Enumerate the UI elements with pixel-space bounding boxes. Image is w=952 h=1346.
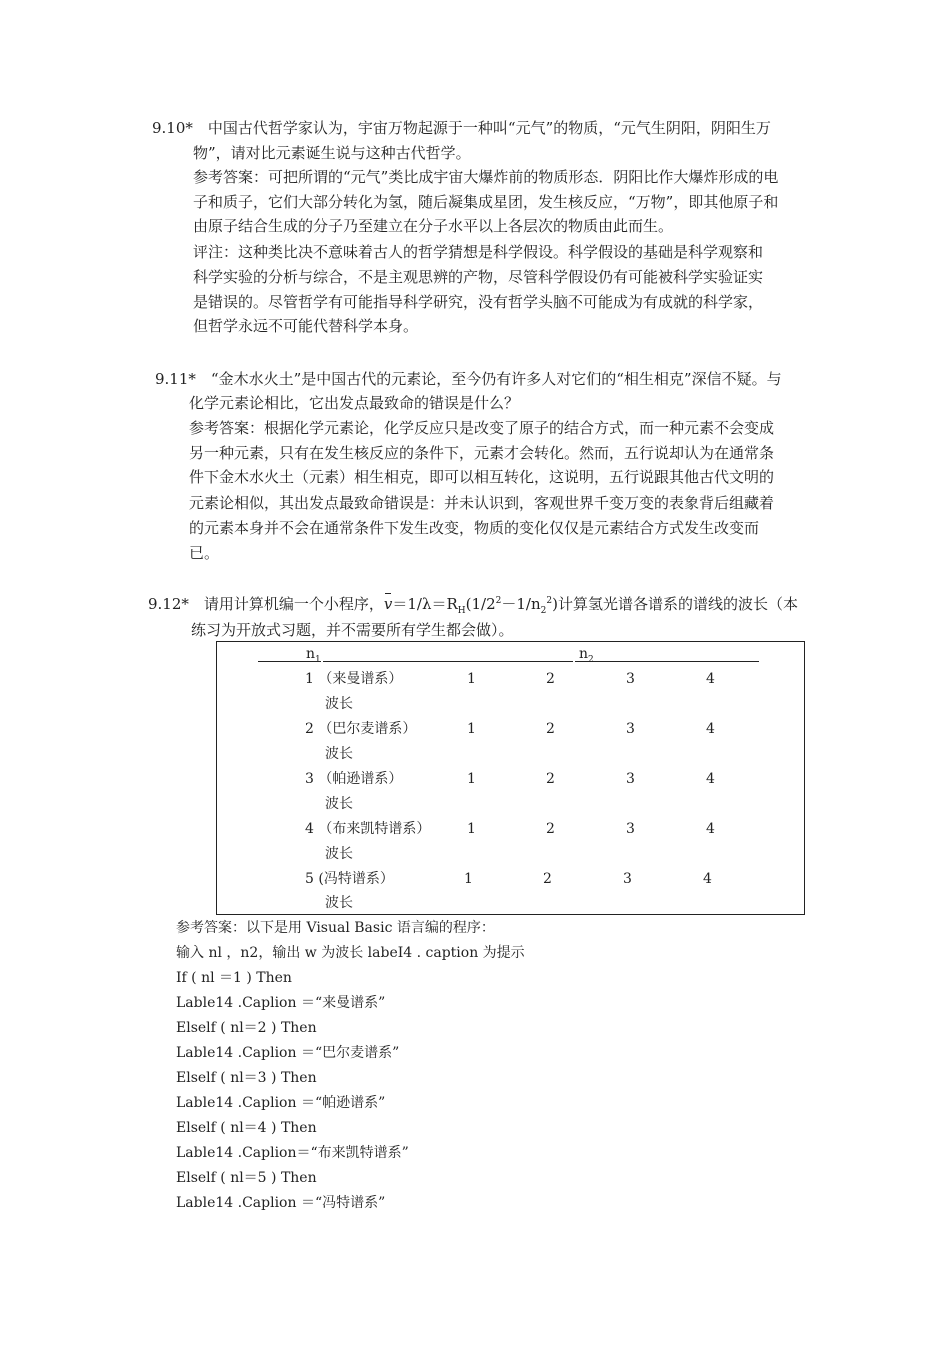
q9-10-line-1: 9.10* 中国古代哲学家认为，宇宙万物起源于一种叫“元气”的物质，“元气生阴阳，阴阳生万 [152, 119, 771, 137]
q9-10-comment-line-3: 是错误的。尽管哲学有可能指导科学研究，没有哲学头脑不可能成为有成就的科学家， [193, 293, 764, 311]
header-n2: $n_2$ [579, 646, 594, 665]
code-line: Lable14 .Caplion ＝“来曼谱系” [176, 995, 386, 1011]
table-cell: 1 [467, 671, 476, 687]
q9-10-answer-line-2: 子和质子，它们大部分转化为氢，随后凝集成星团，发生核反应，“万物”，即其他原子和 [193, 193, 779, 211]
header-rule-3 [575, 661, 759, 662]
q9-10-comment-line-1: 评注：这种类比决不意味着古人的哲学猜想是科学假设。科学假设的基础是科学观察和 [193, 243, 764, 261]
q9-11-answer-line-4: 元素论相似，其出发点最致命错误是：并未认识到，客观世界千变万变的表象背后组藏着 [189, 494, 775, 512]
wavelength-label: 波长 [325, 796, 353, 812]
code-line: Lable14 .Caplion ＝“冯特谱系” [176, 1195, 386, 1211]
table-cell: 1 [467, 721, 476, 737]
header-rule-2 [323, 661, 573, 662]
answer-line: 输入 nl ，n2，输出 w 为波长 labeI4 . caption 为提示 [176, 945, 525, 961]
q9-11-line-1: 9.11* “金木水火土”是中国古代的元素论，至今仍有许多人对它们的“相生相克”深信不疑。与 [155, 370, 782, 388]
code-line: Lable14 .Caplion ＝“帕逊谱系” [176, 1095, 386, 1111]
table-cell: 2 [546, 771, 555, 787]
table-cell: 4 [706, 671, 715, 687]
series-name: 4 （布来凯特谱系） [305, 821, 431, 837]
table-cell: 4 [706, 721, 715, 737]
q9-12-line-2: 练习为开放式习题，并不需要所有学生都会做）。 [191, 621, 514, 639]
table-cell: 1 [467, 771, 476, 787]
table-cell: 3 [626, 821, 635, 837]
table-cell: 2 [546, 821, 555, 837]
q9-12-suffix: )计算氢光谱各谱系的谱线的波长（本 [552, 595, 798, 613]
code-line: Elself ( nl＝3 ) Then [176, 1070, 317, 1086]
table-cell: 4 [706, 821, 715, 837]
answer-line: 参考答案：以下是用 Visual Basic 语言编的程序： [176, 920, 495, 936]
code-line: Elself ( nl＝5 ) Then [176, 1170, 317, 1186]
code-line: Elself ( nl＝4 ) Then [176, 1120, 317, 1136]
formula-a: (1/2 [465, 595, 496, 613]
q9-11-answer-line-1: 参考答案：根据化学元素论，化学反应只是改变了原子的结合方式，而一种元素不会变成 [189, 419, 775, 437]
q9-10-line-2: 物”，请对比元素诞生说与这种古代哲学。 [193, 144, 471, 162]
wavelength-label: 波长 [325, 746, 353, 762]
table-cell: 3 [626, 671, 635, 687]
formula-v: v [383, 595, 393, 613]
table-cell: 3 [626, 721, 635, 737]
q9-11-answer-line-5: 的元素本身并不会在通常条件下发生改变，物质的变化仅仅是元素结合方式发生改变而 [189, 519, 760, 537]
table-cell: 3 [626, 771, 635, 787]
series-name: 2 （巴尔麦谱系） [305, 721, 417, 737]
q9-12-line-1 [148, 594, 798, 614]
table-cell: 1 [464, 871, 473, 887]
code-line: Lable14 .Caplion＝“布来凯特谱系” [176, 1145, 409, 1161]
table-cell: 3 [623, 871, 632, 887]
table-cell: 2 [546, 671, 555, 687]
table-cell: 4 [706, 771, 715, 787]
series-name: 1 （来曼谱系） [305, 671, 403, 687]
q9-10-comment-line-2: 科学实验的分析与综合，不是主观思辨的产物，尽管科学假设仍有可能被科学实验证实 [193, 268, 764, 286]
q9-11-answer-line-3: 件下金木水火土（元素）相生相克，即可以相互转化，这说明，五行说跟其他古代文明的 [189, 468, 775, 486]
q9-11-line-2: 化学元素论相比，它出发点最致命的错误是什么？ [189, 394, 520, 412]
wavelength-label: 波长 [325, 895, 353, 911]
formula-h-sub: H [457, 606, 466, 616]
code-line: If ( nl ＝1 ) Then [176, 970, 292, 986]
formula-sub-2: 2 [540, 606, 547, 616]
q9-11-answer-line-2: 另一种元素，只有在发生核反应的条件下，元素才会转化。然而，五行说却认为在通常条 [189, 444, 775, 462]
series-name: 3 （帕逊谱系） [305, 771, 403, 787]
table-cell: 1 [467, 821, 476, 837]
wavelength-label: 波长 [325, 846, 353, 862]
wavelength-label: 波长 [325, 696, 353, 712]
q9-10-comment-line-4: 但哲学永远不可能代替科学本身。 [193, 317, 419, 335]
series-name: 5 (冯特谱系） [305, 871, 394, 887]
formula-sup-1: 2 [495, 596, 502, 606]
q9-10-answer-line-1: 参考答案：可把所谓的“元气”类比成宇宙大爆炸前的物质形态．阴阳比作大爆炸形成的电 [193, 168, 779, 186]
header-n1: $n_1$ [306, 646, 321, 665]
q9-12-prefix: 9.12* 请用计算机编一个小程序， [148, 595, 384, 613]
table-cell: 4 [703, 871, 712, 887]
code-line: Lable14 .Caplion ＝“巴尔麦谱系” [176, 1045, 400, 1061]
table-cell: 2 [546, 721, 555, 737]
table-cell: 2 [543, 871, 552, 887]
q9-10-answer-line-3: 由原子结合生成的分子乃至建立在分子水平以上各层次的物质由此而生。 [193, 217, 674, 235]
formula-sup-2: 2 [546, 596, 553, 606]
formula-mid: ＝1/λ＝R [392, 595, 458, 613]
formula-b: －1/n [501, 595, 541, 613]
q9-11-answer-line-6: 已。 [189, 544, 220, 562]
code-line: Elself ( nl＝2 ) Then [176, 1020, 317, 1036]
